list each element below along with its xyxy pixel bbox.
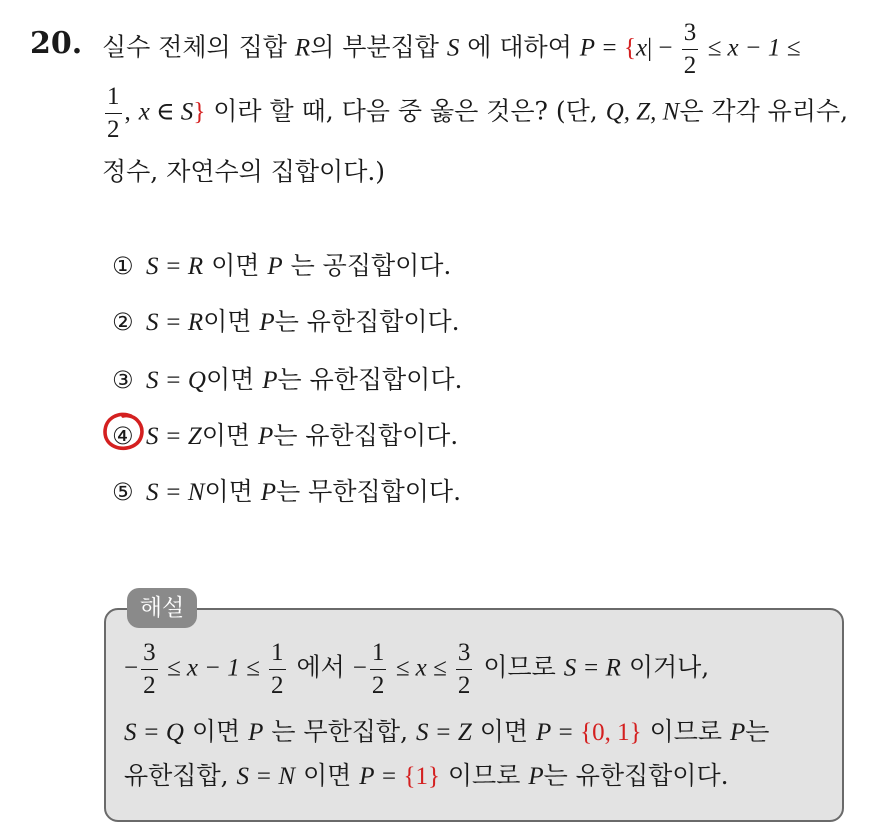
math-P-eq: P = [579, 34, 624, 62]
choice-text: 이면 [204, 477, 261, 506]
solution-text: 이므로 [641, 717, 731, 746]
comma: , [124, 98, 131, 126]
solution-text: 이면 [183, 717, 249, 746]
question-line-3: 정수, 자연수의 집합이다.) [102, 157, 386, 186]
minus-sign: − [124, 654, 139, 682]
choice-text: 는 공집합이다. [282, 251, 452, 280]
math-P: P [248, 719, 264, 746]
choice-text: 는 유한집합이다. [273, 421, 459, 450]
solution-text: 는 무한집합, [263, 717, 416, 746]
solution-text: 이거나, [620, 652, 710, 682]
solution-text: 이면 [295, 761, 360, 790]
set-0-1: {0, 1} [580, 719, 642, 746]
math-P: P [730, 719, 746, 746]
choice-math: S = R [146, 309, 204, 336]
solution-text: 유한집합, [124, 761, 237, 790]
choice-2[interactable] [112, 302, 460, 338]
solution-tab-label: 해설 [127, 588, 197, 628]
fraction-3-2: $\frac{3}{2}$ [457, 639, 471, 699]
math-S: S [446, 34, 460, 62]
solution-text: 는 유한집합이다. [543, 761, 729, 790]
fraction-3-2: $\frac{3}{2}$ [683, 19, 697, 79]
brace-open: { [624, 34, 636, 62]
choice-marker: ③ [112, 366, 134, 394]
choice-marker: ② [112, 308, 134, 336]
choice-text: 이면 [203, 307, 260, 336]
choice-P: P [258, 423, 274, 450]
math-S-eq-Z: S = Z [415, 719, 472, 746]
choice-marker: ① [112, 252, 134, 280]
fraction-3-2: $\frac{3}{2}$ [143, 639, 156, 699]
answer-circle-mark [101, 410, 147, 454]
choice-4[interactable] [112, 416, 458, 452]
question-text: 실수 전체의 집합 [102, 32, 295, 62]
choice-text: 이면 [203, 251, 268, 280]
math-S-eq-N: S = N [236, 763, 296, 790]
choice-math: S = R [146, 253, 204, 280]
choice-text: 이면 [201, 421, 259, 450]
choice-marker: ④ [112, 422, 134, 450]
solution-text: 이면 [471, 717, 536, 746]
math-inequality: ≤ x − 1 ≤ [701, 34, 801, 62]
math-R: R [294, 34, 311, 62]
choice-P: P [267, 253, 283, 280]
minus-sign: − [352, 654, 367, 682]
math-x-in-S: x ∈ S [138, 98, 194, 126]
choice-P: P [260, 479, 277, 506]
question-line-2 [102, 84, 848, 142]
choice-text: 는 무한집합이다. [276, 477, 462, 506]
math-P-eq: P = [535, 719, 581, 746]
math-x: x [636, 34, 648, 62]
choice-5[interactable] [112, 472, 461, 508]
choice-math: S = Z [146, 423, 202, 450]
question-number: 20. [30, 26, 83, 61]
question-text: 에 대하여 [459, 32, 580, 62]
solution-text: 에서 [288, 652, 353, 682]
question-line-1 [102, 20, 800, 78]
choice-text: 는 유한집합이다. [277, 365, 463, 394]
question-text: 이라 할 때, 다음 중 옳은 것은? (단, [205, 96, 606, 126]
solution-line-2 [124, 712, 769, 748]
choice-math: S = Q [146, 367, 206, 394]
math-S-eq-R: S = R [563, 654, 621, 682]
choice-P: P [259, 309, 275, 336]
fraction-1-2: $\frac{1}{2}$ [107, 83, 120, 143]
fraction-1-2: $\frac{1}{2}$ [371, 639, 385, 699]
solution-text: 는 [745, 717, 770, 746]
choice-math: S = N [146, 479, 205, 506]
set-1: {1} [403, 763, 440, 790]
math-inequality: ≤ x − 1 ≤ [160, 654, 267, 682]
solution-text: 이므로 [439, 761, 529, 790]
math-P-eq: P = [359, 763, 404, 790]
brace-close: } [193, 98, 206, 126]
question-text: 의 부분집합 [310, 32, 447, 62]
math-QZN: Q, Z, N [605, 98, 680, 126]
choice-marker: ⑤ [112, 478, 134, 506]
choice-3[interactable] [112, 360, 462, 396]
math-bar-minus: | − [647, 34, 679, 62]
choice-text: 이면 [205, 365, 263, 394]
math-P: P [528, 763, 544, 790]
fraction-1-2: $\frac{1}{2}$ [271, 639, 284, 699]
solution-line-1 [124, 640, 709, 698]
choice-1[interactable] [112, 246, 451, 282]
math-S-eq-Q: S = Q [124, 719, 184, 746]
choice-P: P [262, 367, 278, 394]
solution-text: 이므로 [475, 652, 564, 682]
question-text: 은 각각 유리수, [679, 96, 849, 126]
math-inequality: ≤ x ≤ [389, 654, 453, 682]
choice-text: 는 유한집합이다. [274, 307, 460, 336]
solution-line-3 [124, 756, 729, 792]
